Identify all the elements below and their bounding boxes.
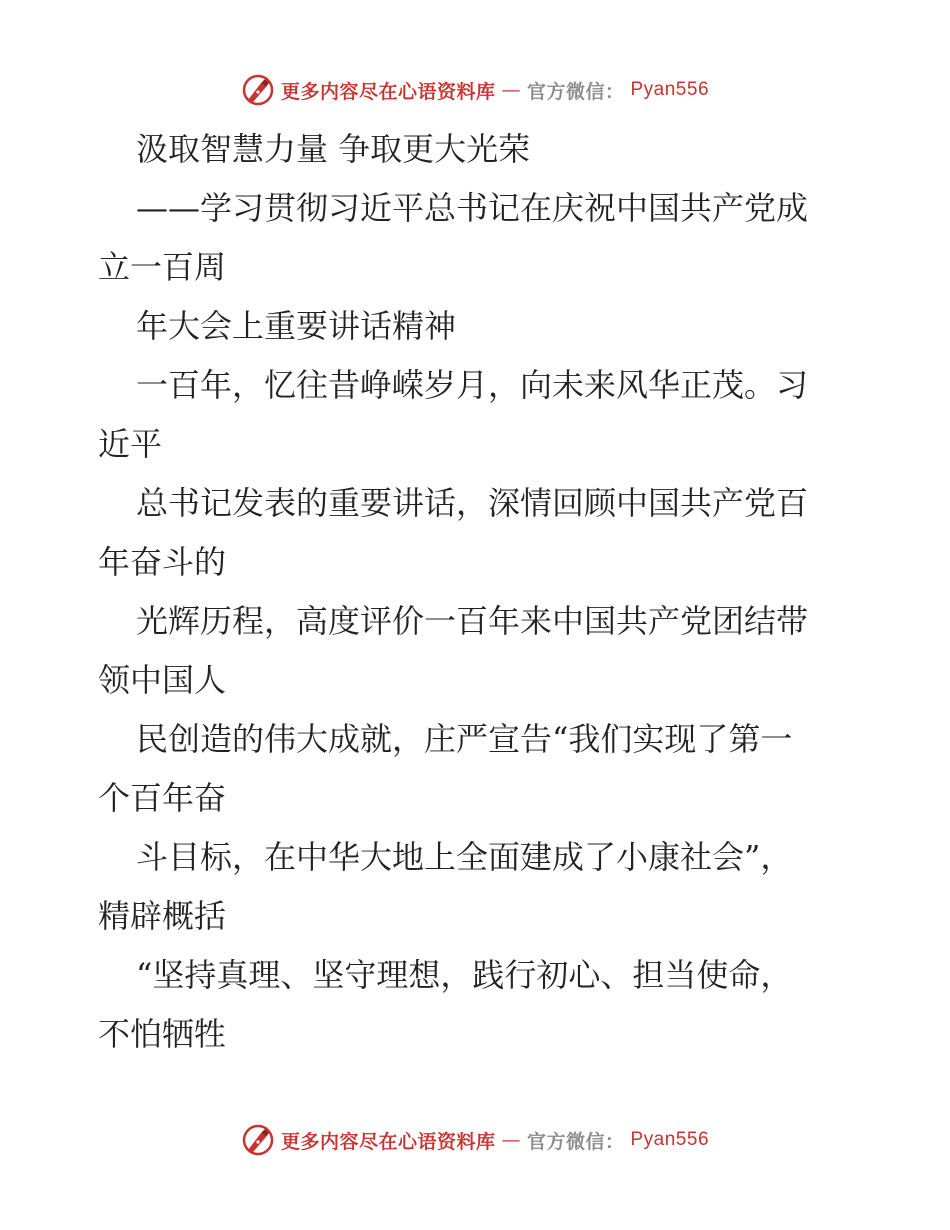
fountain-pen-logo-icon xyxy=(241,73,275,107)
paragraph-line: 不怕牺牲 xyxy=(98,1015,227,1053)
header-wechat-id: Pyan556 xyxy=(630,79,710,100)
paragraph-line: 个百年奋 xyxy=(98,779,227,817)
paragraph-line: 斗目标，在中华大地上全面建成了小康社会”， xyxy=(136,838,793,876)
footer-wechat-label: 官方微信： xyxy=(526,1130,625,1153)
paragraph-line: 光辉历程，高度评价一百年来中国共产党团结带 xyxy=(136,602,809,640)
header-separator: — xyxy=(501,79,521,101)
paragraph-line: 精辟概括 xyxy=(98,897,227,935)
footer-wechat-id: Pyan556 xyxy=(630,1129,710,1150)
header-wechat-label: 官方微信： xyxy=(526,80,625,103)
paragraph-line: 领中国人 xyxy=(98,661,227,699)
paragraph-line: “坚持真理、坚守理想，践行初心、担当使命， xyxy=(136,956,793,994)
paragraph-line: 民创造的伟大成就，庄严宣告“我们实现了第一 xyxy=(136,720,793,758)
footer-separator: — xyxy=(501,1129,521,1151)
paragraph-line: 近平 xyxy=(98,425,163,463)
fountain-pen-logo-icon xyxy=(241,1123,275,1157)
doc-subtitle-line: ——学习贯彻习近平总书记在庆祝中国共产党成 xyxy=(136,189,809,227)
doc-subtitle-line: 年大会上重要讲话精神 xyxy=(136,307,457,345)
doc-subtitle-line: 立一百周 xyxy=(98,248,227,286)
doc-title: 汲取智慧力量 争取更大光荣 xyxy=(136,130,531,168)
paragraph-line: 一百年，忆往昔峥嵘岁月，向未来风华正茂。习 xyxy=(136,366,809,404)
footer-slogan: 更多内容尽在心语资料库 xyxy=(280,1130,496,1153)
paragraph-line: 总书记发表的重要讲话，深情回顾中国共产党百 xyxy=(136,484,809,522)
page-footer-banner xyxy=(0,1122,950,1158)
document-body xyxy=(98,120,858,1064)
paragraph-line: 年奋斗的 xyxy=(98,543,227,581)
header-slogan: 更多内容尽在心语资料库 xyxy=(280,80,496,103)
page-header-banner xyxy=(0,72,950,108)
